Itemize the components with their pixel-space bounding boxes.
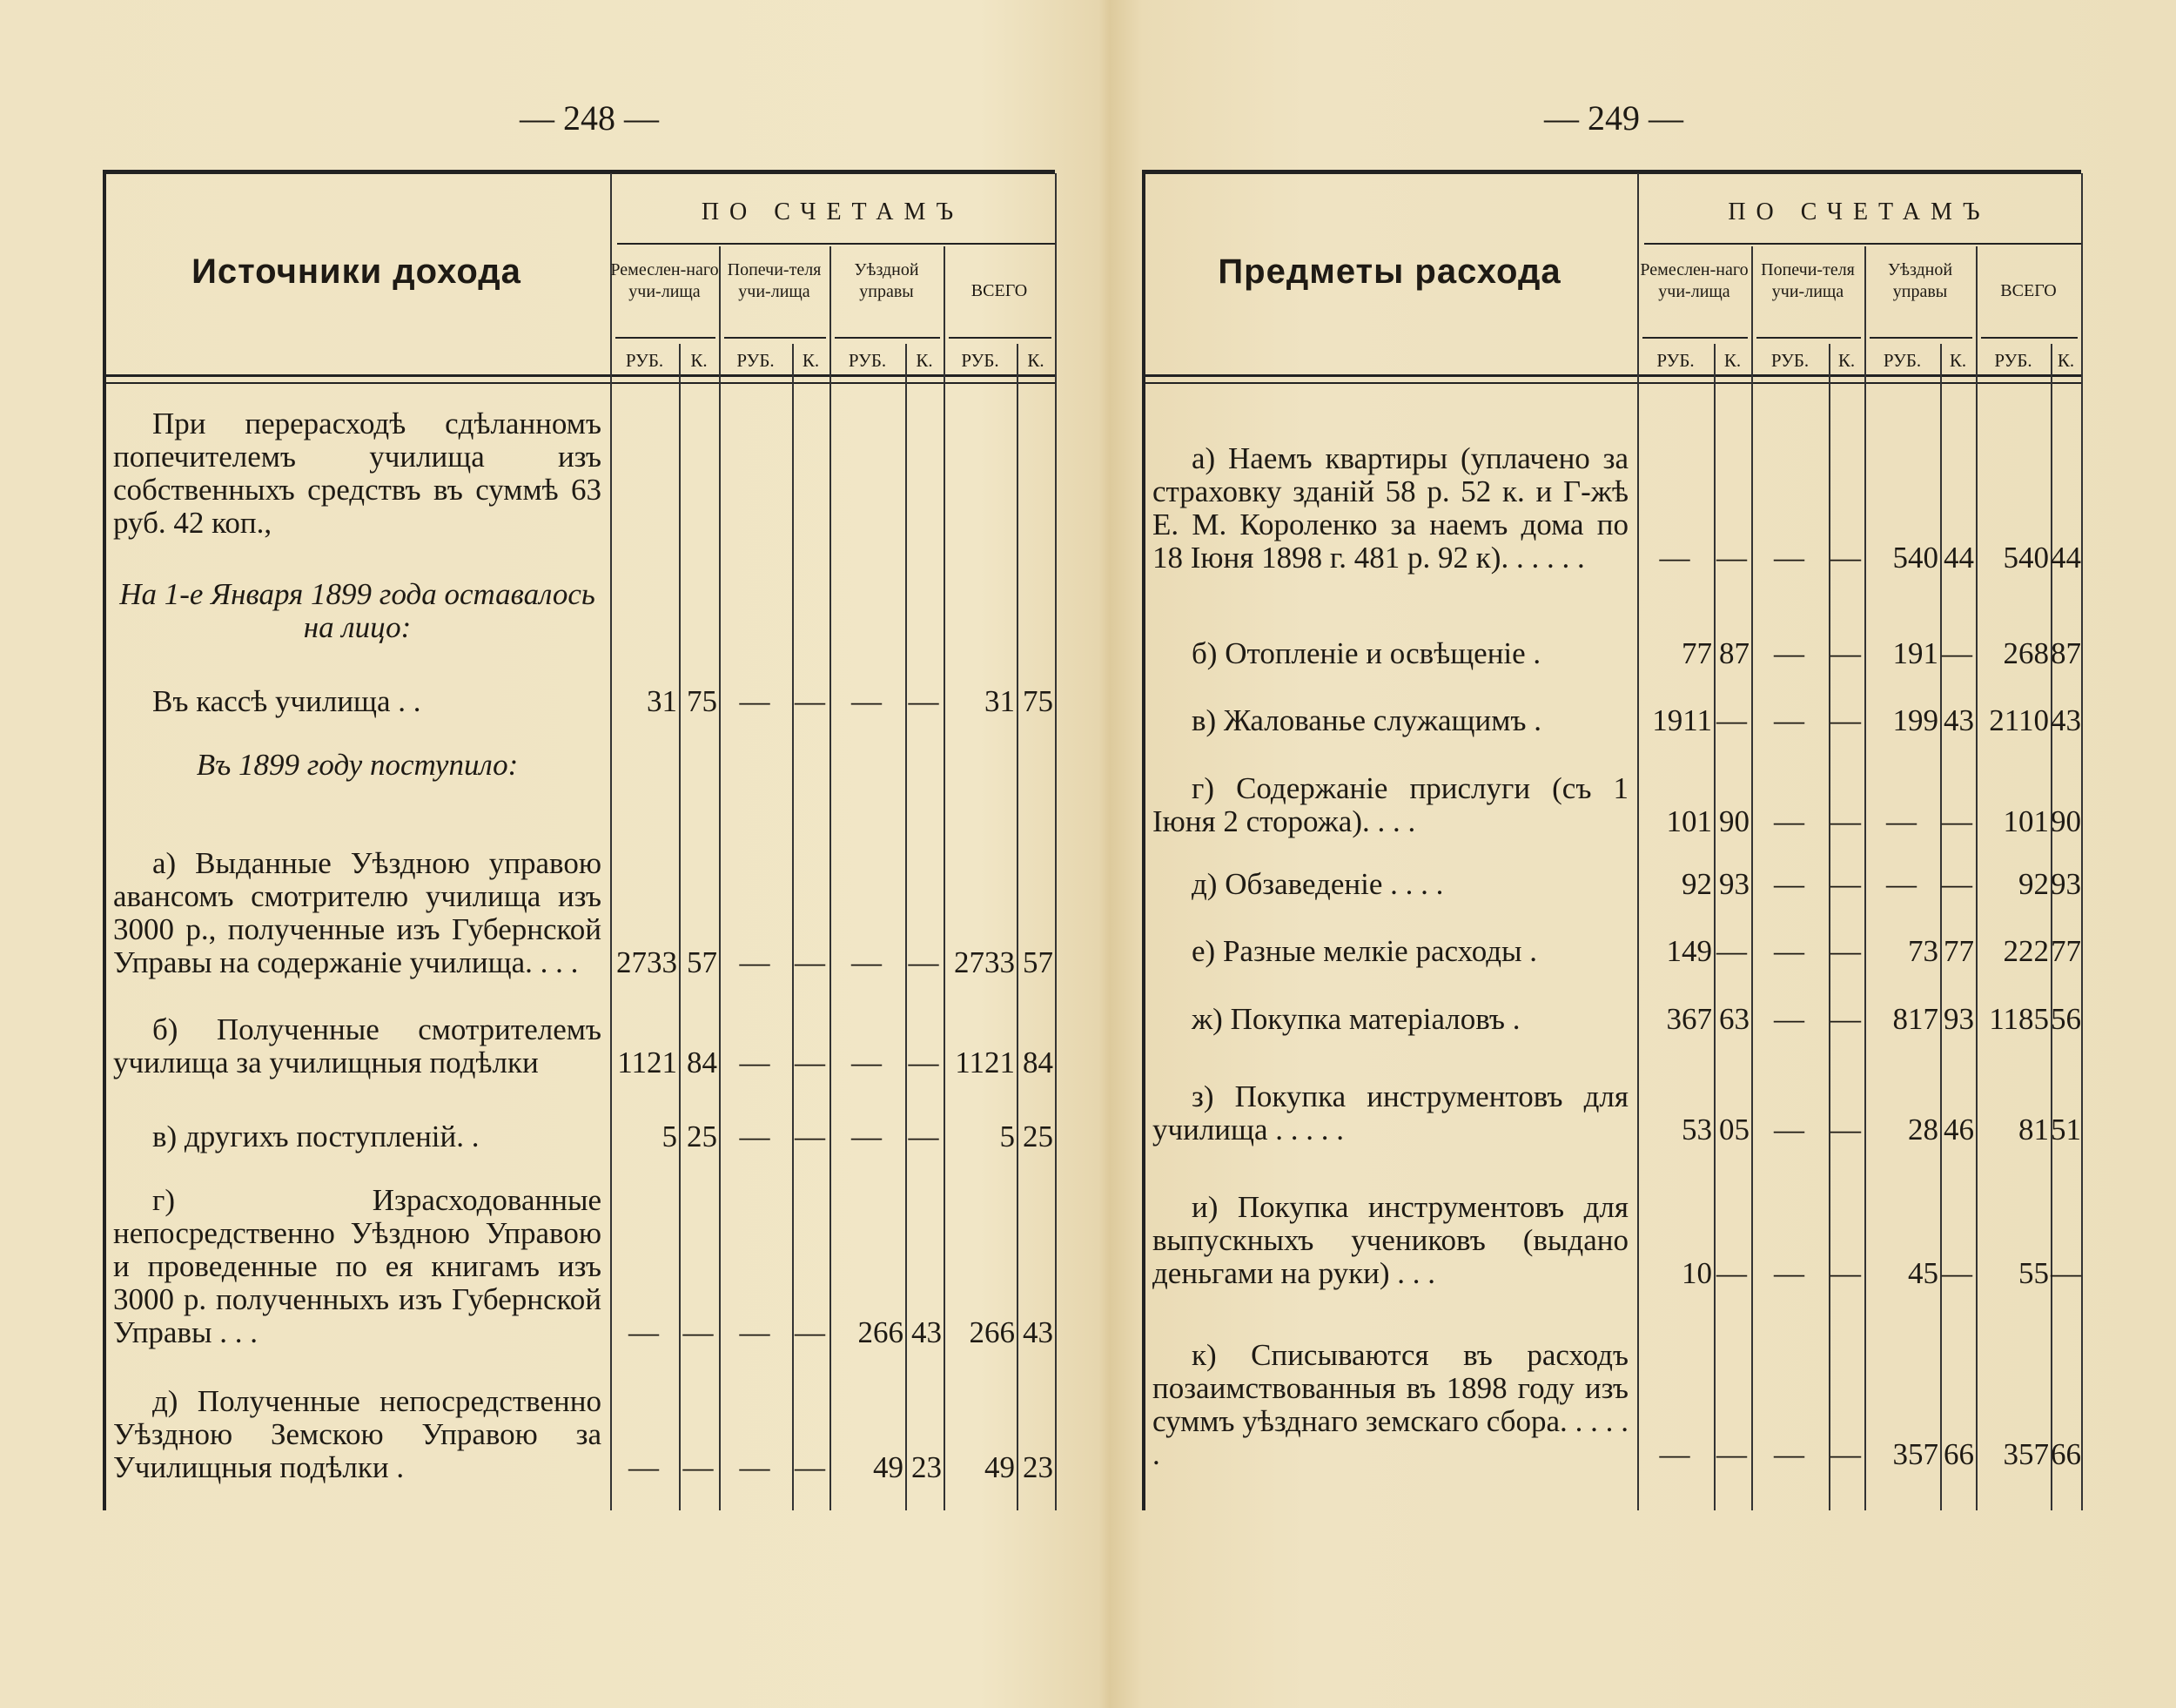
value-rub: 92: [2018, 867, 2049, 901]
value-kop: —: [1716, 1256, 1747, 1290]
value-kop: —: [908, 945, 939, 979]
column-header-rule: [1756, 337, 1861, 339]
row-label: При перерасходѣ сдѣланномъ попечителемъ училища изъ собственныхъ средствъ въ суммѣ 63 руб. 42 коп.,: [113, 407, 601, 540]
table-row: [1152, 992, 2081, 1036]
value-rub: 199: [1892, 703, 1938, 737]
table-row: [1152, 627, 2081, 670]
value-rub: 149: [1666, 934, 1712, 968]
value-rub: —: [1774, 1002, 1804, 1036]
value-rub: 31: [984, 684, 1015, 718]
value-kop: —: [795, 1046, 825, 1079]
value-rub: 81: [2018, 1113, 2049, 1147]
value-kop: —: [1830, 541, 1861, 575]
value-kop: —: [1830, 1113, 1861, 1147]
value-kop: —: [795, 945, 825, 979]
value-rub: 266: [857, 1315, 903, 1349]
value-rub: —: [628, 1315, 659, 1349]
value-rub: 266: [969, 1315, 1015, 1349]
value-rub: 1911: [1652, 703, 1712, 737]
value-kop: 93: [2051, 867, 2081, 901]
unit-kop: К.: [1723, 350, 1742, 371]
value-kop: 93: [1944, 1002, 1974, 1036]
value-kop: 90: [1719, 804, 1750, 838]
unit-kop: К.: [802, 350, 820, 371]
unit-rub: РУБ.: [961, 350, 999, 371]
table-row: [113, 575, 610, 644]
unit-rub: РУБ.: [1656, 350, 1695, 371]
value-kop: 57: [1023, 945, 1053, 979]
value-kop: —: [682, 1315, 714, 1349]
row-label: к) Списываются въ расходъ позаимствованныя въ 1898 году изъ суммъ уѣзднаго земскаго сбора. . . . . .: [1152, 1338, 1629, 1471]
value-rub: —: [739, 1120, 770, 1153]
value-rub: 53: [1682, 1113, 1712, 1147]
table-row: [1152, 1190, 2081, 1290]
value-kop: —: [1942, 867, 1972, 901]
value-rub: —: [1774, 1113, 1804, 1147]
column-header: Ремеслен-наго учи-лища: [1640, 260, 1749, 301]
value-rub: 357: [1892, 1437, 1938, 1471]
table-title: Предметы расхода: [1218, 252, 1561, 291]
value-rub: 2110: [1989, 703, 2049, 737]
value-rub: 817: [1892, 1002, 1938, 1036]
row-label: г) Содержаніе прислуги (съ 1 Іюня 2 сторожа). . . .: [1152, 771, 1629, 838]
po-schetam-heading: ПО СЧЕТАМЪ: [701, 198, 964, 225]
value-kop: —: [1830, 1002, 1861, 1036]
table-top-rule: [103, 170, 1055, 174]
value-kop: —: [2051, 1256, 2081, 1290]
value-rub: 28: [1908, 1113, 1938, 1147]
value-kop: —: [1942, 1256, 1972, 1290]
value-kop: 57: [687, 945, 717, 979]
unit-rub: РУБ.: [848, 350, 887, 371]
value-kop: —: [1942, 804, 1972, 838]
row-label: а) Выданные Уѣздною управою авансомъ смотрителю училища изъ 3000 р., полученные изъ Губернской Управы на содержаніе училища. . . .: [113, 846, 601, 979]
value-rub: 101: [1666, 804, 1712, 838]
column-header: Уѣздной управы: [1887, 260, 1953, 301]
value-rub: —: [628, 1450, 659, 1484]
row-label: е) Разные мелкіе расходы .: [1192, 934, 1538, 968]
value-rub: —: [851, 684, 882, 718]
row-label: д) Полученные непосредственно Уѣздною Земскою Управою за Училищныя подѣлки .: [113, 1384, 601, 1484]
value-rub: —: [1774, 541, 1804, 575]
column-divider: [2081, 173, 2083, 1510]
value-kop: 77: [2051, 934, 2081, 968]
row-label: б) Полученные смотрителемъ училища за училищныя подѣлки: [113, 1012, 601, 1079]
value-rub: 5: [662, 1120, 677, 1153]
value-kop: 05: [1719, 1113, 1750, 1147]
value-kop: 84: [687, 1046, 717, 1079]
value-rub: 92: [1682, 867, 1712, 901]
value-kop: 56: [2051, 1002, 2081, 1036]
value-kop: 23: [1023, 1450, 1053, 1484]
column-header: Ремеслен-наго учи-лища: [610, 260, 719, 301]
value-kop: 66: [2051, 1437, 2081, 1471]
column-header: Попечи-теля учи-лища: [727, 260, 822, 301]
unit-rub: РУБ.: [625, 350, 664, 371]
page-number: — 248 —: [520, 98, 659, 138]
value-kop: —: [682, 1450, 714, 1484]
value-kop: 44: [2051, 541, 2081, 575]
value-kop: —: [1830, 804, 1861, 838]
value-kop: —: [1942, 636, 1972, 670]
value-rub: 10: [1682, 1256, 1712, 1290]
value-rub: 73: [1908, 934, 1938, 968]
unit-kop: К.: [916, 350, 933, 371]
unit-kop: К.: [2057, 350, 2075, 371]
table-row: [1152, 694, 2081, 737]
value-rub: 45: [1908, 1256, 1938, 1290]
value-kop: 63: [1719, 1002, 1750, 1036]
value-rub: —: [1774, 636, 1804, 670]
value-kop: 75: [1023, 684, 1053, 718]
header-rule: [103, 374, 1055, 377]
value-rub: —: [1886, 867, 1917, 901]
row-label: и) Покупка инструментовъ для выпускныхъ учениковъ (выдано деньгами на руки) . . .: [1152, 1190, 1629, 1290]
row-label: в) другихъ поступленій. .: [152, 1120, 480, 1153]
row-label: д) Обзаведеніе . . . .: [1192, 867, 1444, 901]
unit-kop: К.: [690, 350, 708, 371]
value-kop: 25: [1023, 1120, 1053, 1153]
value-rub: —: [1659, 541, 1690, 575]
column-header-rule: [949, 337, 1051, 339]
table-row: [113, 1110, 1055, 1153]
row-label: з) Покупка инструментовъ для училища . . . . .: [1152, 1079, 1629, 1147]
value-rub: —: [739, 945, 770, 979]
value-rub: 101: [2003, 804, 2049, 838]
column-header: Попечи-теля учи-лища: [1761, 260, 1855, 301]
value-kop: 43: [1944, 703, 1974, 737]
value-rub: 49: [984, 1450, 1015, 1484]
table-row: [113, 1175, 1055, 1349]
value-kop: 51: [2051, 1113, 2081, 1147]
value-rub: 77: [1682, 636, 1712, 670]
value-kop: —: [795, 684, 825, 718]
value-kop: 75: [687, 684, 717, 718]
value-rub: —: [1774, 867, 1804, 901]
value-rub: —: [739, 684, 770, 718]
table-title: Источники дохода: [191, 252, 521, 291]
value-rub: —: [739, 1450, 770, 1484]
value-kop: 43: [1023, 1315, 1053, 1349]
value-kop: 77: [1944, 934, 1974, 968]
value-kop: —: [1830, 703, 1861, 737]
row-label: а) Наемъ квартиры (уплачено за страховку зданій 58 р. 52 к. и Г-жѣ Е. М. Короленко за наемъ дома по 18 Іюня 1898 г. 481 р. 92 к). . . . . .: [1152, 441, 1629, 575]
value-rub: 1185: [1989, 1002, 2049, 1036]
value-rub: —: [851, 1120, 882, 1153]
value-kop: —: [1830, 934, 1861, 968]
value-kop: 46: [1944, 1113, 1974, 1147]
po-schetam-rule: [617, 243, 1055, 245]
value-rub: —: [1774, 1437, 1804, 1471]
column-header-rule: [724, 337, 826, 339]
unit-kop: К.: [1837, 350, 1856, 371]
column-header-rule: [615, 337, 715, 339]
row-label: На 1-е Января 1899 года оставалось на лицо:: [119, 577, 595, 644]
value-kop: 43: [911, 1315, 942, 1349]
value-rub: 191: [1892, 636, 1938, 670]
column-header-rule: [1981, 337, 2078, 339]
value-kop: 66: [1944, 1437, 1974, 1471]
value-kop: 87: [2051, 636, 2081, 670]
unit-rub: РУБ.: [1883, 350, 1922, 371]
row-label: б) Отопленіе и освѣщеніе .: [1192, 636, 1541, 670]
column-header-rule: [1870, 337, 1972, 339]
value-rub: —: [851, 1046, 882, 1079]
table-row: [1152, 1077, 2081, 1147]
value-rub: 357: [2003, 1437, 2049, 1471]
value-kop: 84: [1023, 1046, 1053, 1079]
value-rub: 222: [2003, 934, 2049, 968]
unit-rub: РУБ.: [1770, 350, 1810, 371]
value-kop: —: [908, 684, 939, 718]
value-rub: —: [851, 945, 882, 979]
value-rub: 268: [2003, 636, 2049, 670]
value-rub: —: [1774, 804, 1804, 838]
row-label: Въ 1899 году поступило:: [196, 748, 519, 782]
column-divider: [1637, 173, 1639, 1510]
value-kop: 87: [1719, 636, 1750, 670]
value-kop: 44: [1944, 541, 1974, 575]
value-kop: 25: [687, 1120, 717, 1153]
table-row: [1152, 760, 2081, 838]
page-number: — 249 —: [1544, 98, 1683, 138]
column-header: ВСЕГО: [970, 281, 1028, 300]
value-rub: 1121: [955, 1046, 1015, 1079]
column-header: ВСЕГО: [2000, 281, 2057, 300]
column-header-rule: [835, 337, 940, 339]
value-kop: 23: [911, 1450, 942, 1484]
value-kop: 93: [1719, 867, 1750, 901]
column-header-rule: [1642, 337, 1748, 339]
table-top-rule: [1142, 170, 2081, 174]
value-kop: —: [908, 1120, 939, 1153]
header-rule: [103, 382, 1055, 384]
table-row: [113, 1375, 1055, 1484]
table-row: [1152, 414, 2081, 575]
column-divider: [1055, 173, 1057, 1510]
value-kop: —: [1830, 867, 1861, 901]
row-label: ж) Покупка матеріаловъ .: [1192, 1002, 1521, 1036]
value-rub: 2733: [616, 945, 677, 979]
value-rub: —: [739, 1315, 770, 1349]
table-row: [1152, 925, 2081, 968]
value-kop: —: [1716, 703, 1747, 737]
value-kop: 43: [2051, 703, 2081, 737]
value-kop: —: [795, 1450, 825, 1484]
value-kop: —: [1830, 1256, 1861, 1290]
row-label: в) Жалованье служащимъ .: [1192, 703, 1541, 737]
column-header: Уѣздной управы: [854, 260, 919, 301]
table-row: [113, 675, 1055, 718]
po-schetam-heading: ПО СЧЕТАМЪ: [1728, 198, 1991, 225]
table-row: [113, 738, 610, 782]
table-row: [113, 1010, 1055, 1079]
value-rub: —: [739, 1046, 770, 1079]
value-rub: 55: [2018, 1256, 2049, 1290]
table-row: [1152, 1338, 2081, 1471]
unit-kop: К.: [1949, 350, 1967, 371]
row-label: г) Израсходованные непосредственно Уѣздною Управою и проведенные по ея книгамъ изъ 3000 р. полученныхъ изъ Губернской Управы . . .: [113, 1183, 601, 1349]
table-row: [113, 805, 1055, 979]
unit-rub: РУБ.: [1994, 350, 2032, 371]
value-kop: 90: [2051, 804, 2081, 838]
value-kop: —: [795, 1315, 825, 1349]
value-rub: 1121: [617, 1046, 677, 1079]
value-rub: 540: [1892, 541, 1938, 575]
value-rub: 31: [647, 684, 677, 718]
unit-rub: РУБ.: [736, 350, 775, 371]
value-rub: 49: [873, 1450, 903, 1484]
value-rub: 2733: [954, 945, 1015, 979]
value-rub: 367: [1666, 1002, 1712, 1036]
value-kop: —: [1830, 1437, 1861, 1471]
value-rub: —: [1774, 934, 1804, 968]
value-rub: 540: [2003, 541, 2049, 575]
value-rub: —: [1774, 1256, 1804, 1290]
value-kop: —: [1716, 541, 1747, 575]
value-kop: —: [908, 1046, 939, 1079]
value-rub: —: [1886, 804, 1917, 838]
value-rub: —: [1774, 703, 1804, 737]
value-kop: —: [1830, 636, 1861, 670]
unit-kop: К.: [1027, 350, 1044, 371]
value-kop: —: [1716, 1437, 1747, 1471]
value-rub: —: [1659, 1437, 1690, 1471]
po-schetam-rule: [1644, 243, 2081, 245]
value-rub: 5: [999, 1120, 1015, 1153]
value-kop: —: [1716, 934, 1747, 968]
table-row: [1152, 857, 2081, 901]
row-label: Въ кассѣ училища . .: [152, 684, 421, 718]
value-kop: —: [795, 1120, 825, 1153]
table-row: [113, 409, 610, 540]
